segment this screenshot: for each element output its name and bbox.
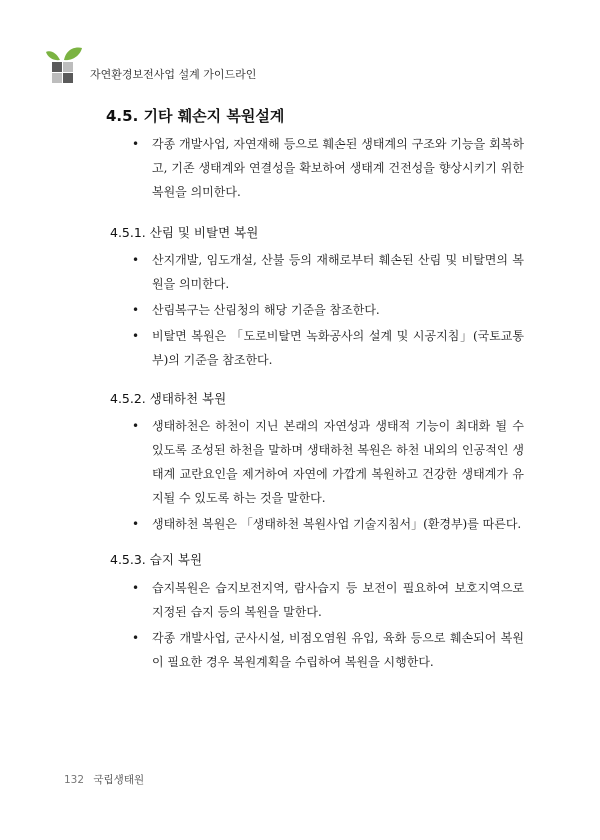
paragraph-text: 산림복구는 산림청의 해당 기준을 참조한다. (152, 303, 380, 317)
footer-org: 국립생태원 (93, 774, 145, 786)
paragraph-text: 습지복원은 습지보전지역, 람사습지 등 보전이 필요하여 보호지역으로 지정된 습지 등의 복원을 말한다. (152, 581, 524, 619)
list-item (132, 324, 524, 372)
document-title: 자연환경보전사업 설계 가이드라인 (90, 68, 257, 81)
page-number: 132 (64, 774, 85, 786)
paragraph-text: 생태하천 복원은 「생태하천 복원사업 기술지침서」(환경부)를 따른다. (152, 517, 522, 531)
list-item (132, 248, 524, 296)
section-heading: 4.5. 기타 훼손지 복원설계 (106, 107, 285, 125)
list-item (132, 626, 524, 674)
bullet-icon: • (132, 137, 140, 151)
bullet-icon: • (132, 581, 140, 595)
leaf-logo-icon (38, 44, 88, 84)
page-header (38, 44, 598, 84)
list-item (132, 414, 524, 510)
list-item (132, 298, 524, 322)
page-footer (64, 772, 144, 787)
intro-list (132, 132, 524, 206)
bullet-icon: • (132, 329, 140, 343)
bullet-icon: • (132, 303, 140, 317)
bullet-icon: • (132, 419, 140, 433)
paragraph-text: 각종 개발사업, 자연재해 등으로 훼손된 생태계의 구조와 기능을 회복하고, 기존 생태계와 연결성을 확보하여 생태계 건전성을 향상시키기 위한 복원을 의미한다. (152, 137, 524, 199)
bullet-icon: • (132, 517, 140, 531)
subsection-list (132, 576, 524, 676)
subsection-list (132, 414, 524, 538)
paragraph-text: 각종 개발사업, 군사시설, 비점오염원 유입, 육화 등으로 훼손되어 복원이 필요한 경우 복원계획을 수립하여 복원을 시행한다. (152, 631, 524, 669)
list-item (132, 132, 524, 204)
bullet-icon: • (132, 631, 140, 645)
paragraph-text: 생태하천은 하천이 지닌 본래의 자연성과 생태적 기능이 최대화 될 수 있도록 조성된 하천을 말하며 생태하천 복원은 하천 내외의 인공적인 생태계 교란요인을 제거하여 자연에 가깝게 복원하고 건강한 생태계가 유지될 수 있도록 하는 것을 말한다. (152, 419, 524, 505)
paragraph-text: 산지개발, 임도개설, 산불 등의 재해로부터 훼손된 산림 및 비탈면의 복원을 의미한다. (152, 253, 524, 291)
subsection-list (132, 248, 524, 374)
subsection-heading: 4.5.2. 생태하천 복원 (110, 391, 227, 406)
subsection-heading: 4.5.3. 습지 복원 (110, 552, 203, 567)
list-item (132, 512, 524, 536)
paragraph-text: 비탈면 복원은 「도로비탈면 녹화공사의 설계 및 시공지침」(국토교통부)의 기준을 참조한다. (152, 329, 524, 367)
subsection-heading: 4.5.1. 산림 및 비탈면 복원 (110, 225, 259, 240)
list-item (132, 576, 524, 624)
bullet-icon: • (132, 253, 140, 267)
